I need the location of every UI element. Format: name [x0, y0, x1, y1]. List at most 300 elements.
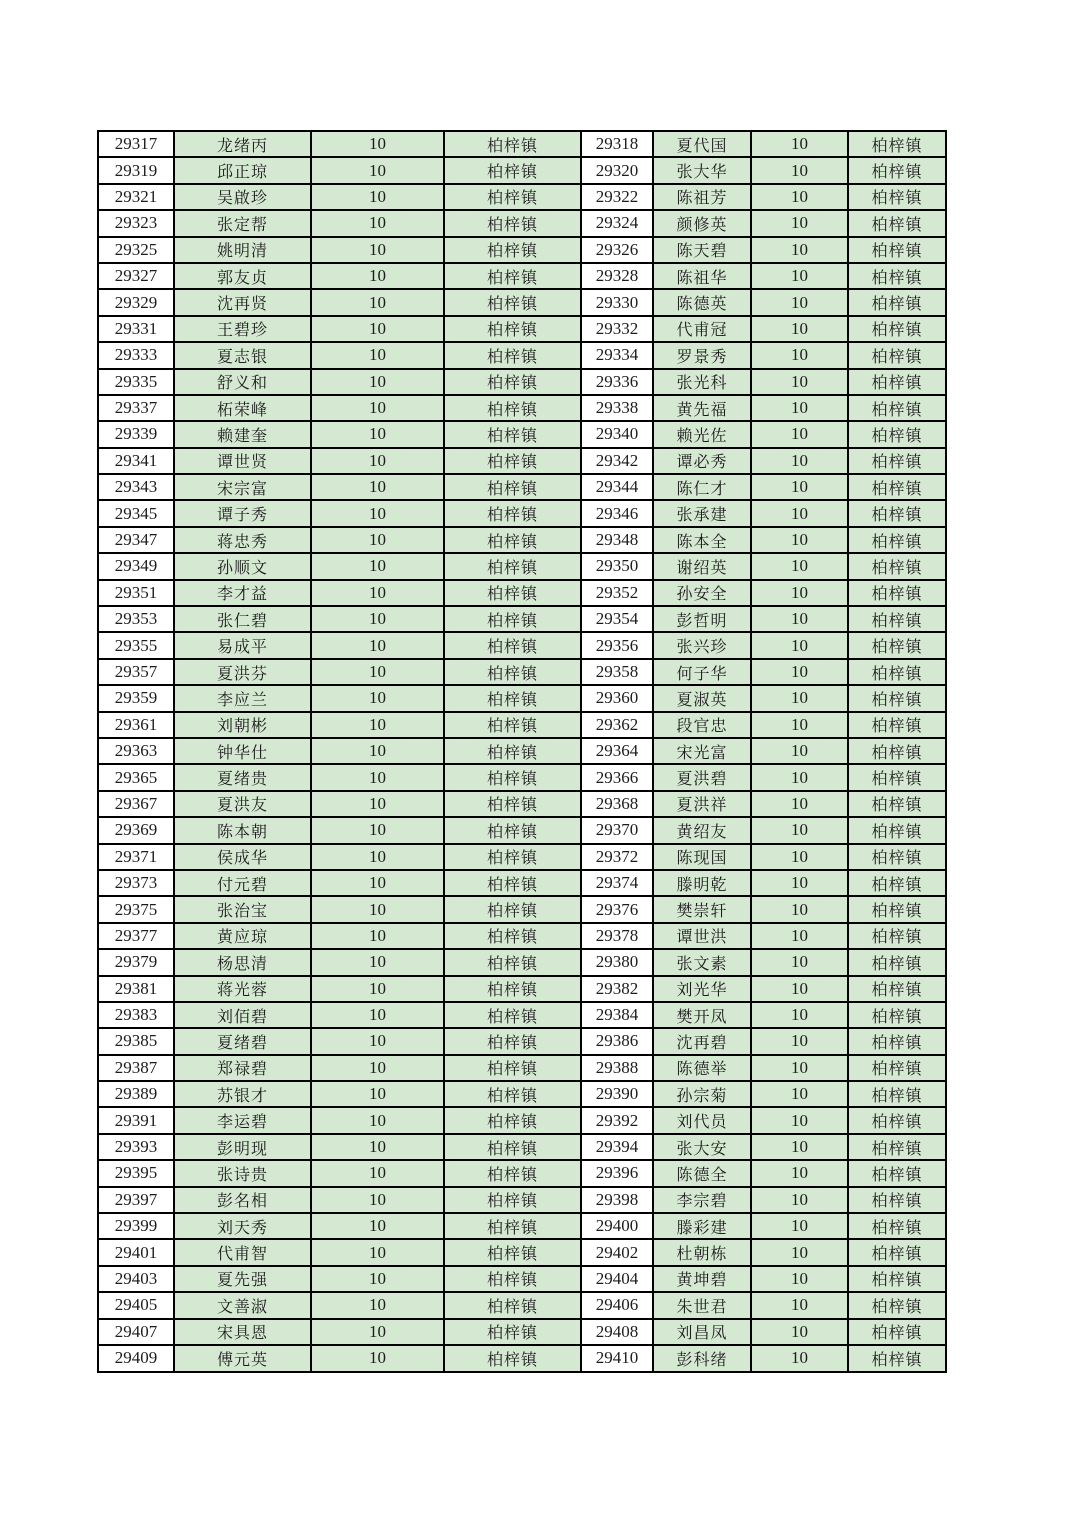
value-cell: 10 — [751, 791, 848, 817]
name-cell: 文善淑 — [174, 1292, 311, 1318]
name-cell: 彭科绪 — [653, 1345, 751, 1372]
id-cell: 29324 — [581, 210, 653, 236]
id-cell: 29362 — [581, 712, 653, 738]
id-cell: 29392 — [581, 1107, 653, 1133]
id-cell: 29397 — [98, 1187, 174, 1213]
value-cell: 10 — [311, 1028, 444, 1054]
name-cell: 夏绪碧 — [174, 1028, 311, 1054]
value-cell: 10 — [311, 712, 444, 738]
table-body — [98, 131, 946, 1372]
id-cell: 29354 — [581, 606, 653, 632]
value-cell: 10 — [751, 1239, 848, 1265]
table-row — [98, 157, 946, 183]
name-cell: 李才益 — [174, 580, 311, 606]
value-cell: 10 — [751, 1081, 848, 1107]
table-row — [98, 949, 946, 975]
town-cell: 柏梓镇 — [444, 712, 581, 738]
id-cell: 29378 — [581, 923, 653, 949]
town-cell: 柏梓镇 — [848, 1160, 946, 1186]
town-cell: 柏梓镇 — [848, 659, 946, 685]
id-cell: 29352 — [581, 580, 653, 606]
id-cell: 29361 — [98, 712, 174, 738]
value-cell: 10 — [311, 580, 444, 606]
value-cell: 10 — [311, 976, 444, 1002]
id-cell: 29318 — [581, 131, 653, 157]
value-cell: 10 — [311, 1239, 444, 1265]
value-cell: 10 — [311, 1107, 444, 1133]
value-cell: 10 — [751, 580, 848, 606]
table-row — [98, 791, 946, 817]
id-cell: 29400 — [581, 1213, 653, 1239]
id-cell: 29320 — [581, 157, 653, 183]
id-cell: 29358 — [581, 659, 653, 685]
table-row — [98, 606, 946, 632]
town-cell: 柏梓镇 — [444, 1028, 581, 1054]
id-cell: 29326 — [581, 237, 653, 263]
id-cell: 29347 — [98, 527, 174, 553]
name-cell: 张仁碧 — [174, 606, 311, 632]
id-cell: 29380 — [581, 949, 653, 975]
table-row — [98, 685, 946, 711]
name-cell: 蒋忠秀 — [174, 527, 311, 553]
table-row — [98, 474, 946, 500]
value-cell: 10 — [751, 1213, 848, 1239]
town-cell: 柏梓镇 — [444, 764, 581, 790]
town-cell: 柏梓镇 — [848, 817, 946, 843]
value-cell: 10 — [751, 1266, 848, 1292]
value-cell: 10 — [751, 210, 848, 236]
table-row — [98, 369, 946, 395]
value-cell: 10 — [311, 1002, 444, 1028]
name-cell: 杨思清 — [174, 949, 311, 975]
name-cell: 夏洪友 — [174, 791, 311, 817]
name-cell: 郭友贞 — [174, 263, 311, 289]
town-cell: 柏梓镇 — [848, 1055, 946, 1081]
id-cell: 29393 — [98, 1134, 174, 1160]
table-row — [98, 896, 946, 922]
id-cell: 29327 — [98, 263, 174, 289]
name-cell: 孙安全 — [653, 580, 751, 606]
name-cell: 李运碧 — [174, 1107, 311, 1133]
town-cell: 柏梓镇 — [848, 896, 946, 922]
id-cell: 29348 — [581, 527, 653, 553]
value-cell: 10 — [311, 764, 444, 790]
town-cell: 柏梓镇 — [848, 685, 946, 711]
id-cell: 29373 — [98, 870, 174, 896]
id-cell: 29406 — [581, 1292, 653, 1318]
id-cell: 29404 — [581, 1266, 653, 1292]
value-cell: 10 — [751, 1160, 848, 1186]
id-cell: 29344 — [581, 474, 653, 500]
town-cell: 柏梓镇 — [848, 369, 946, 395]
name-cell: 何子华 — [653, 659, 751, 685]
table-row — [98, 500, 946, 526]
name-cell: 段官忠 — [653, 712, 751, 738]
name-cell: 彭哲明 — [653, 606, 751, 632]
value-cell: 10 — [311, 289, 444, 315]
name-cell: 代甫冠 — [653, 316, 751, 342]
name-cell: 陈天碧 — [653, 237, 751, 263]
id-cell: 29382 — [581, 976, 653, 1002]
name-cell: 刘昌凤 — [653, 1319, 751, 1345]
town-cell: 柏梓镇 — [848, 421, 946, 447]
town-cell: 柏梓镇 — [848, 1002, 946, 1028]
value-cell: 10 — [751, 263, 848, 289]
value-cell: 10 — [311, 1345, 444, 1372]
table-row — [98, 1028, 946, 1054]
value-cell: 10 — [311, 685, 444, 711]
table-row — [98, 342, 946, 368]
town-cell: 柏梓镇 — [444, 632, 581, 658]
table-row — [98, 210, 946, 236]
value-cell: 10 — [311, 131, 444, 157]
town-cell: 柏梓镇 — [444, 448, 581, 474]
name-cell: 张大华 — [653, 157, 751, 183]
id-cell: 29402 — [581, 1239, 653, 1265]
id-cell: 29369 — [98, 817, 174, 843]
table-row — [98, 764, 946, 790]
value-cell: 10 — [751, 606, 848, 632]
name-cell: 李应兰 — [174, 685, 311, 711]
value-cell: 10 — [751, 632, 848, 658]
id-cell: 29403 — [98, 1266, 174, 1292]
town-cell: 柏梓镇 — [444, 870, 581, 896]
town-cell: 柏梓镇 — [848, 263, 946, 289]
value-cell: 10 — [751, 1055, 848, 1081]
name-cell: 付元碧 — [174, 870, 311, 896]
id-cell: 29388 — [581, 1055, 653, 1081]
value-cell: 10 — [311, 395, 444, 421]
id-cell: 29351 — [98, 580, 174, 606]
id-cell: 29340 — [581, 421, 653, 447]
name-cell: 柘荣峰 — [174, 395, 311, 421]
id-cell: 29323 — [98, 210, 174, 236]
value-cell: 10 — [311, 870, 444, 896]
value-cell: 10 — [311, 263, 444, 289]
id-cell: 29338 — [581, 395, 653, 421]
town-cell: 柏梓镇 — [444, 210, 581, 236]
town-cell: 柏梓镇 — [848, 500, 946, 526]
id-cell: 29329 — [98, 289, 174, 315]
table-row — [98, 1292, 946, 1318]
table-row — [98, 738, 946, 764]
value-cell: 10 — [311, 659, 444, 685]
name-cell: 陈德英 — [653, 289, 751, 315]
town-cell: 柏梓镇 — [444, 1319, 581, 1345]
town-cell: 柏梓镇 — [444, 342, 581, 368]
value-cell: 10 — [751, 395, 848, 421]
name-cell: 谢绍英 — [653, 553, 751, 579]
value-cell: 10 — [751, 1002, 848, 1028]
id-cell: 29408 — [581, 1319, 653, 1345]
value-cell: 10 — [311, 316, 444, 342]
town-cell: 柏梓镇 — [444, 131, 581, 157]
town-cell: 柏梓镇 — [848, 237, 946, 263]
town-cell: 柏梓镇 — [848, 157, 946, 183]
town-cell: 柏梓镇 — [444, 1107, 581, 1133]
id-cell: 29353 — [98, 606, 174, 632]
name-cell: 夏洪芬 — [174, 659, 311, 685]
name-cell: 钟华仕 — [174, 738, 311, 764]
town-cell: 柏梓镇 — [848, 1292, 946, 1318]
table-row — [98, 1239, 946, 1265]
table-row — [98, 844, 946, 870]
value-cell: 10 — [751, 369, 848, 395]
id-cell: 29374 — [581, 870, 653, 896]
name-cell: 刘光华 — [653, 976, 751, 1002]
town-cell: 柏梓镇 — [444, 1134, 581, 1160]
town-cell: 柏梓镇 — [444, 606, 581, 632]
value-cell: 10 — [311, 157, 444, 183]
id-cell: 29337 — [98, 395, 174, 421]
name-cell: 孙顺文 — [174, 553, 311, 579]
town-cell: 柏梓镇 — [444, 685, 581, 711]
value-cell: 10 — [751, 712, 848, 738]
value-cell: 10 — [311, 500, 444, 526]
id-cell: 29342 — [581, 448, 653, 474]
table-row — [98, 976, 946, 1002]
value-cell: 10 — [311, 923, 444, 949]
value-cell: 10 — [751, 896, 848, 922]
town-cell: 柏梓镇 — [444, 474, 581, 500]
town-cell: 柏梓镇 — [848, 1134, 946, 1160]
id-cell: 29360 — [581, 685, 653, 711]
town-cell: 柏梓镇 — [444, 316, 581, 342]
name-cell: 夏洪碧 — [653, 764, 751, 790]
town-cell: 柏梓镇 — [444, 1239, 581, 1265]
town-cell: 柏梓镇 — [848, 976, 946, 1002]
table-row — [98, 316, 946, 342]
name-cell: 代甫智 — [174, 1239, 311, 1265]
id-cell: 29376 — [581, 896, 653, 922]
name-cell: 王碧珍 — [174, 316, 311, 342]
name-cell: 沈再贤 — [174, 289, 311, 315]
name-cell: 彭明现 — [174, 1134, 311, 1160]
id-cell: 29368 — [581, 791, 653, 817]
value-cell: 10 — [311, 817, 444, 843]
value-cell: 10 — [751, 448, 848, 474]
value-cell: 10 — [311, 237, 444, 263]
town-cell: 柏梓镇 — [848, 342, 946, 368]
name-cell: 罗景秀 — [653, 342, 751, 368]
town-cell: 柏梓镇 — [848, 923, 946, 949]
id-cell: 29328 — [581, 263, 653, 289]
town-cell: 柏梓镇 — [444, 817, 581, 843]
value-cell: 10 — [751, 527, 848, 553]
table-row — [98, 1319, 946, 1345]
name-cell: 刘佰碧 — [174, 1002, 311, 1028]
id-cell: 29394 — [581, 1134, 653, 1160]
town-cell: 柏梓镇 — [444, 659, 581, 685]
value-cell: 10 — [311, 1081, 444, 1107]
value-cell: 10 — [311, 474, 444, 500]
town-cell: 柏梓镇 — [444, 923, 581, 949]
id-cell: 29356 — [581, 632, 653, 658]
value-cell: 10 — [311, 527, 444, 553]
town-cell: 柏梓镇 — [444, 1292, 581, 1318]
name-cell: 邱正琼 — [174, 157, 311, 183]
value-cell: 10 — [751, 474, 848, 500]
id-cell: 29395 — [98, 1160, 174, 1186]
town-cell: 柏梓镇 — [848, 632, 946, 658]
table-row — [98, 395, 946, 421]
town-cell: 柏梓镇 — [848, 1028, 946, 1054]
value-cell: 10 — [751, 157, 848, 183]
value-cell: 10 — [311, 553, 444, 579]
id-cell: 29384 — [581, 1002, 653, 1028]
id-cell: 29385 — [98, 1028, 174, 1054]
id-cell: 29365 — [98, 764, 174, 790]
town-cell: 柏梓镇 — [848, 764, 946, 790]
town-cell: 柏梓镇 — [848, 395, 946, 421]
value-cell: 10 — [751, 1187, 848, 1213]
town-cell: 柏梓镇 — [848, 210, 946, 236]
town-cell: 柏梓镇 — [444, 976, 581, 1002]
town-cell: 柏梓镇 — [444, 1266, 581, 1292]
town-cell: 柏梓镇 — [444, 369, 581, 395]
value-cell: 10 — [751, 1107, 848, 1133]
name-cell: 傅元英 — [174, 1345, 311, 1372]
name-cell: 谭必秀 — [653, 448, 751, 474]
value-cell: 10 — [751, 316, 848, 342]
value-cell: 10 — [751, 1028, 848, 1054]
name-cell: 谭子秀 — [174, 500, 311, 526]
town-cell: 柏梓镇 — [444, 1187, 581, 1213]
name-cell: 黄应琼 — [174, 923, 311, 949]
name-cell: 吴啟珍 — [174, 184, 311, 210]
table-row — [98, 1002, 946, 1028]
town-cell: 柏梓镇 — [444, 791, 581, 817]
id-cell: 29379 — [98, 949, 174, 975]
name-cell: 夏洪祥 — [653, 791, 751, 817]
name-cell: 颜修英 — [653, 210, 751, 236]
roster-table — [97, 130, 947, 1373]
town-cell: 柏梓镇 — [848, 448, 946, 474]
town-cell: 柏梓镇 — [848, 1213, 946, 1239]
value-cell: 10 — [311, 448, 444, 474]
id-cell: 29370 — [581, 817, 653, 843]
value-cell: 10 — [311, 1213, 444, 1239]
table-row — [98, 184, 946, 210]
name-cell: 陈本全 — [653, 527, 751, 553]
town-cell: 柏梓镇 — [444, 738, 581, 764]
table-row — [98, 448, 946, 474]
town-cell: 柏梓镇 — [444, 844, 581, 870]
table-row — [98, 1160, 946, 1186]
town-cell: 柏梓镇 — [444, 184, 581, 210]
id-cell: 29336 — [581, 369, 653, 395]
id-cell: 29333 — [98, 342, 174, 368]
table-row — [98, 289, 946, 315]
id-cell: 29398 — [581, 1187, 653, 1213]
name-cell: 宋光富 — [653, 738, 751, 764]
table-row — [98, 131, 946, 157]
value-cell: 10 — [311, 1187, 444, 1213]
id-cell: 29410 — [581, 1345, 653, 1372]
value-cell: 10 — [751, 817, 848, 843]
value-cell: 10 — [751, 764, 848, 790]
id-cell: 29389 — [98, 1081, 174, 1107]
name-cell: 黄绍友 — [653, 817, 751, 843]
value-cell: 10 — [311, 184, 444, 210]
name-cell: 李宗碧 — [653, 1187, 751, 1213]
town-cell: 柏梓镇 — [444, 1160, 581, 1186]
id-cell: 29381 — [98, 976, 174, 1002]
town-cell: 柏梓镇 — [444, 527, 581, 553]
town-cell: 柏梓镇 — [848, 316, 946, 342]
name-cell: 夏志银 — [174, 342, 311, 368]
id-cell: 29363 — [98, 738, 174, 764]
table-row — [98, 1345, 946, 1372]
name-cell: 姚明清 — [174, 237, 311, 263]
table-row — [98, 553, 946, 579]
value-cell: 10 — [311, 421, 444, 447]
value-cell: 10 — [311, 1266, 444, 1292]
id-cell: 29364 — [581, 738, 653, 764]
id-cell: 29331 — [98, 316, 174, 342]
town-cell: 柏梓镇 — [848, 712, 946, 738]
name-cell: 陈本朝 — [174, 817, 311, 843]
name-cell: 张诗贵 — [174, 1160, 311, 1186]
name-cell: 沈再碧 — [653, 1028, 751, 1054]
value-cell: 10 — [311, 1292, 444, 1318]
name-cell: 黄坤碧 — [653, 1266, 751, 1292]
name-cell: 张大安 — [653, 1134, 751, 1160]
id-cell: 29359 — [98, 685, 174, 711]
town-cell: 柏梓镇 — [444, 500, 581, 526]
id-cell: 29332 — [581, 316, 653, 342]
town-cell: 柏梓镇 — [848, 553, 946, 579]
table-row — [98, 1055, 946, 1081]
table-row — [98, 712, 946, 738]
name-cell: 谭世洪 — [653, 923, 751, 949]
value-cell: 10 — [751, 685, 848, 711]
value-cell: 10 — [751, 289, 848, 315]
table-row — [98, 1187, 946, 1213]
town-cell: 柏梓镇 — [848, 738, 946, 764]
name-cell: 张文素 — [653, 949, 751, 975]
table-row — [98, 263, 946, 289]
town-cell: 柏梓镇 — [848, 791, 946, 817]
town-cell: 柏梓镇 — [848, 870, 946, 896]
name-cell: 张光科 — [653, 369, 751, 395]
name-cell: 张定帮 — [174, 210, 311, 236]
name-cell: 夏先强 — [174, 1266, 311, 1292]
name-cell: 孙宗菊 — [653, 1081, 751, 1107]
id-cell: 29399 — [98, 1213, 174, 1239]
value-cell: 10 — [311, 1160, 444, 1186]
name-cell: 滕彩建 — [653, 1213, 751, 1239]
name-cell: 陈德举 — [653, 1055, 751, 1081]
town-cell: 柏梓镇 — [444, 395, 581, 421]
id-cell: 29371 — [98, 844, 174, 870]
value-cell: 10 — [751, 342, 848, 368]
name-cell: 刘朝彬 — [174, 712, 311, 738]
town-cell: 柏梓镇 — [444, 1213, 581, 1239]
name-cell: 蒋光蓉 — [174, 976, 311, 1002]
table-row — [98, 817, 946, 843]
name-cell: 滕明乾 — [653, 870, 751, 896]
value-cell: 10 — [311, 369, 444, 395]
name-cell: 夏淑英 — [653, 685, 751, 711]
table-row — [98, 632, 946, 658]
town-cell: 柏梓镇 — [444, 896, 581, 922]
name-cell: 朱世君 — [653, 1292, 751, 1318]
name-cell: 陈仁才 — [653, 474, 751, 500]
town-cell: 柏梓镇 — [444, 553, 581, 579]
table-row — [98, 1134, 946, 1160]
name-cell: 张兴珍 — [653, 632, 751, 658]
